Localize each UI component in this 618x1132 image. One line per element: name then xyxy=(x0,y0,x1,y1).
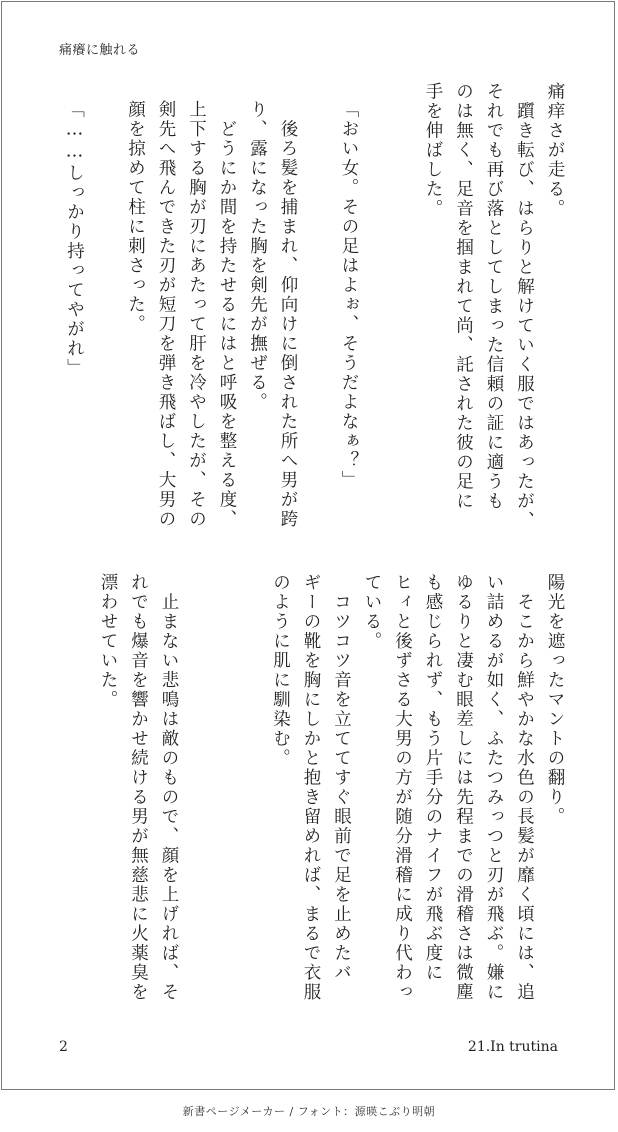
chapter-label: 21.In trutina xyxy=(467,1039,558,1055)
page-title: 痛癢に触れる xyxy=(59,43,141,58)
credit-footer: 新書ページメーカー / フォント：源暎こぶり明朝 xyxy=(182,1105,436,1118)
text-block-upper-right: 痛痒さが走る。 躓き転び、はらりと解けていく服ではあったが、 それでも再び落としてしまった信頼の証に適うも のは無く、足音を掴まれて尚、託された彼の足に 手を伸ばした。 xyxy=(423,82,565,531)
page-frame xyxy=(1,1,615,1090)
text-block-lower-left: 止まない悲鳴は敵のもので、顔を上げれば、そ れでも爆音を響かせ続ける男が無慈悲に火薬臭を 漂わせていた。 xyxy=(98,573,179,1002)
text-block-lower-right: 陽光を遮ったマントの翻り。 そこから鮮やかな水色の長髪が靡く頃には、追 い詰めるが如く、ふたつみっつと刃が飛ぶ。嫌に ゆるりと凄む眼差しには先程までの滑稽さは微塵 も感じられず、もう片手分のナイフが飛ぶ度に ヒィと後ずさる大男の方が随分滑稽に成り代わっ ている。 コツコツ音を立ててすぐ眼前で足を止めたバ ギーの靴を胸にしかと抱き留めれば、まるで衣服 のように肌に馴染む。 xyxy=(270,573,565,1002)
page-number: 2 xyxy=(59,1039,68,1055)
text-block-upper-left: 「おい女。その足はよぉ、そうだよなぁ？」 後ろ髪を捕まれ、仰向けに倒された所へ男が跨 り、露になった胸を剣先が撫ぜる。 どうにか間を持たせるにはと呼吸を整える度、 上下する胸が刃にあたって肝を冷やしたが、その 剣先へ飛んできた刃が短刀を弾き飛ばし、大男の 顔を掠めて柱に刺さった。 「……しっかり持ってやがれ」 xyxy=(64,100,359,529)
